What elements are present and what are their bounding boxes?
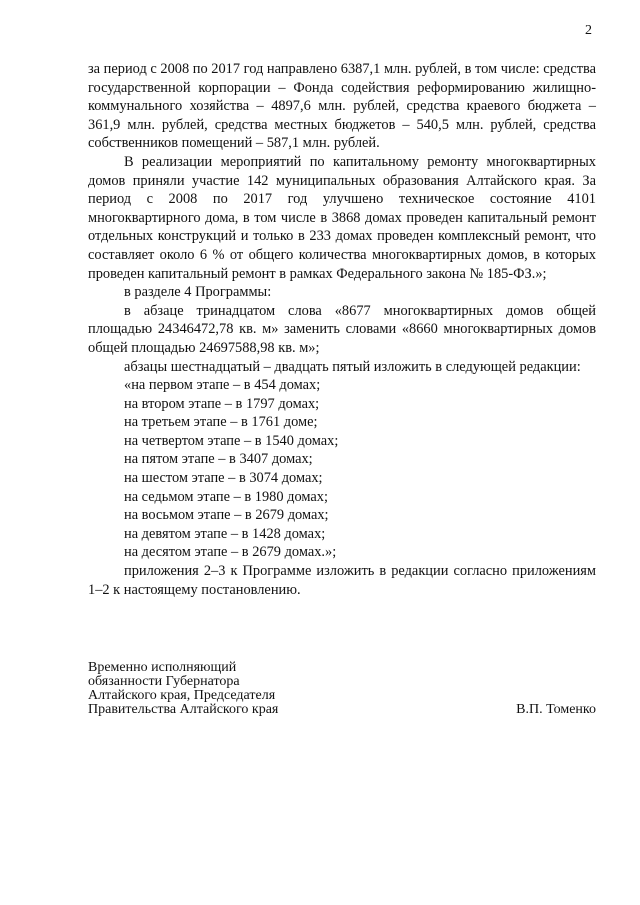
stage-item: на шестом этапе – в 3074 домах;	[124, 470, 323, 487]
stage-item: на пятом этапе – в 3407 домах;	[124, 451, 313, 468]
paragraph-participation: В реализации мероприятий по капитальному ремонту многоквартирных домов приняли участие 142 муниципальных образования Алтайского края. За период с 2008 по 2017 год улучшено техническое состояние 4101 многоквартирного дома, в том числе в 3868 домах проведен капитальный ремонт отдельных конструкций и только в 233 домах проведен комплексный ремонт, что составляет около 6 % от общего количества многоквартирных домов, в которых проведен капитальный ремонт в рамках Федерального закона № 185-ФЗ.»;	[88, 153, 596, 282]
paragraph-funding: за период с 2008 по 2017 год направлено 6387,1 млн. рублей, в том числе: средства государственной корпорации – Фонда содействия реформированию жилищно-коммунального хозяйства – 4897,6 млн. рублей, средства краевого бюджета – 361,9 млн. рублей, средства местных бюджетов – 540,5 млн. рублей, средства собственников помещений – 587,1 млн. рублей.	[88, 61, 596, 152]
signatory-name: В.П. Томенко	[516, 702, 596, 717]
stage-item: на десятом этапе – в 2679 домах.»;	[124, 544, 337, 561]
stage-item: «на первом этапе – в 454 домах;	[124, 377, 321, 394]
signature-title-line: Алтайского края, Председателя	[88, 688, 276, 703]
signature-title-line: обязанности Губернатора	[88, 674, 240, 689]
signature-block	[88, 661, 596, 717]
stage-item: на четвертом этапе – в 1540 домах;	[124, 432, 339, 449]
signature-title-line: Временно исполняющий	[88, 660, 237, 675]
page-number: 2	[585, 23, 592, 38]
signature-title-line: Правительства Алтайского края	[88, 702, 279, 717]
document-body	[88, 60, 596, 599]
paragraph-amend-16-25: абзацы шестнадцатый – двадцать пятый изложить в следующей редакции:	[124, 358, 581, 375]
paragraph-section-4: в разделе 4 Программы:	[124, 284, 272, 301]
paragraph-appendices: приложения 2–3 к Программе изложить в редакции согласно приложениям 1–2 к настоящему постановлению.	[88, 563, 596, 598]
stages-list	[88, 376, 596, 562]
paragraph-amend-13: в абзаце тринадцатом слова «8677 многоквартирных домов общей площадью 24346472,78 кв. м» заменить словами «8660 многоквартирных домов общей площадью 24697588,98 кв. м»;	[88, 302, 596, 356]
stage-item: на девятом этапе – в 1428 домах;	[124, 525, 326, 542]
stage-item: на третьем этапе – в 1761 доме;	[124, 414, 318, 431]
stage-item: на восьмом этапе – в 2679 домах;	[124, 507, 329, 524]
stage-item: на седьмом этапе – в 1980 домах;	[124, 488, 328, 505]
stage-item: на втором этапе – в 1797 домах;	[124, 395, 320, 412]
